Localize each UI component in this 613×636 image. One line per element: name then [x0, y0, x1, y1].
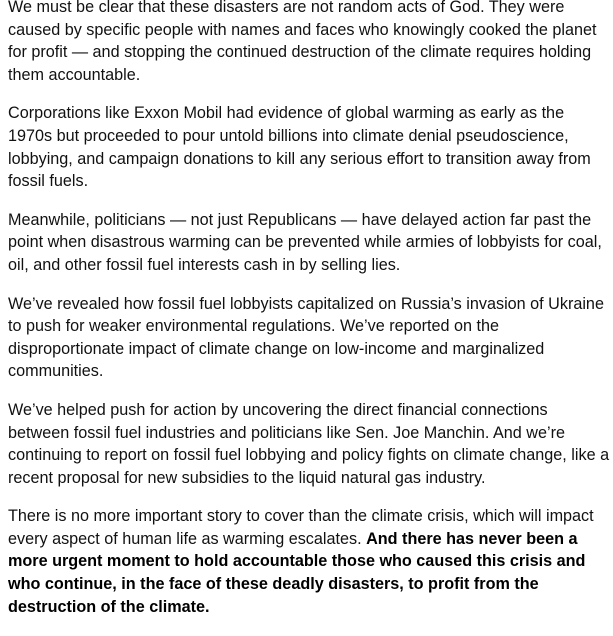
paragraph-climate-crisis: [8, 505, 611, 618]
paragraph-climate-crisis-bold: And there has never been a more urgent moment to hold accountable those who caused this crisis and who continue, in the face of these deadly disasters, to profit from the destruction of the climate.: [8, 529, 586, 616]
paragraph-manchin: We’ve helped push for action by uncovering the direct financial connections between fossil fuel industries and politicians like Sen. Joe Manchin. And we’re continuing to report on fossil fuel lobbying and policy fights on climate change, like a recent proposal for new subsidies to the liquid natural gas industry.: [8, 400, 610, 487]
paragraph-disasters-not-random: We must be clear that these disasters are not random acts of God. They were caused by specific people with names and faces who knowingly cooked the planet for profit — and stopping the continued destruction of the climate requires holding them accountable.: [8, 0, 597, 84]
article-body: [8, 0, 611, 634]
paragraph-politicians: Meanwhile, politicians — not just Republicans — have delayed action far past the point when disastrous warming can be prevented while armies of lobbyists for coal, oil, and other fossil fuel interests cash in by selling lies.: [8, 210, 602, 274]
paragraph-russia-ukraine: We’ve revealed how fossil fuel lobbyists capitalized on Russia’s invasion of Ukraine to push for weaker environmental regulations. We’ve reported on the disproportionate impact of climate change on low-income and marginalized communities.: [8, 294, 604, 381]
paragraph-climate-crisis-text: There is no more important story to cover than the climate crisis, which will impact every aspect of human life as warming escalates.: [8, 507, 594, 548]
paragraph-exxon-mobil: Corporations like Exxon Mobil had evidence of global warming as early as the 1970s but proceeded to pour untold billions into climate denial pseudoscience, lobbying, and campaign donations to kill any serious effort to transition away from fossil fuels.: [8, 104, 591, 191]
